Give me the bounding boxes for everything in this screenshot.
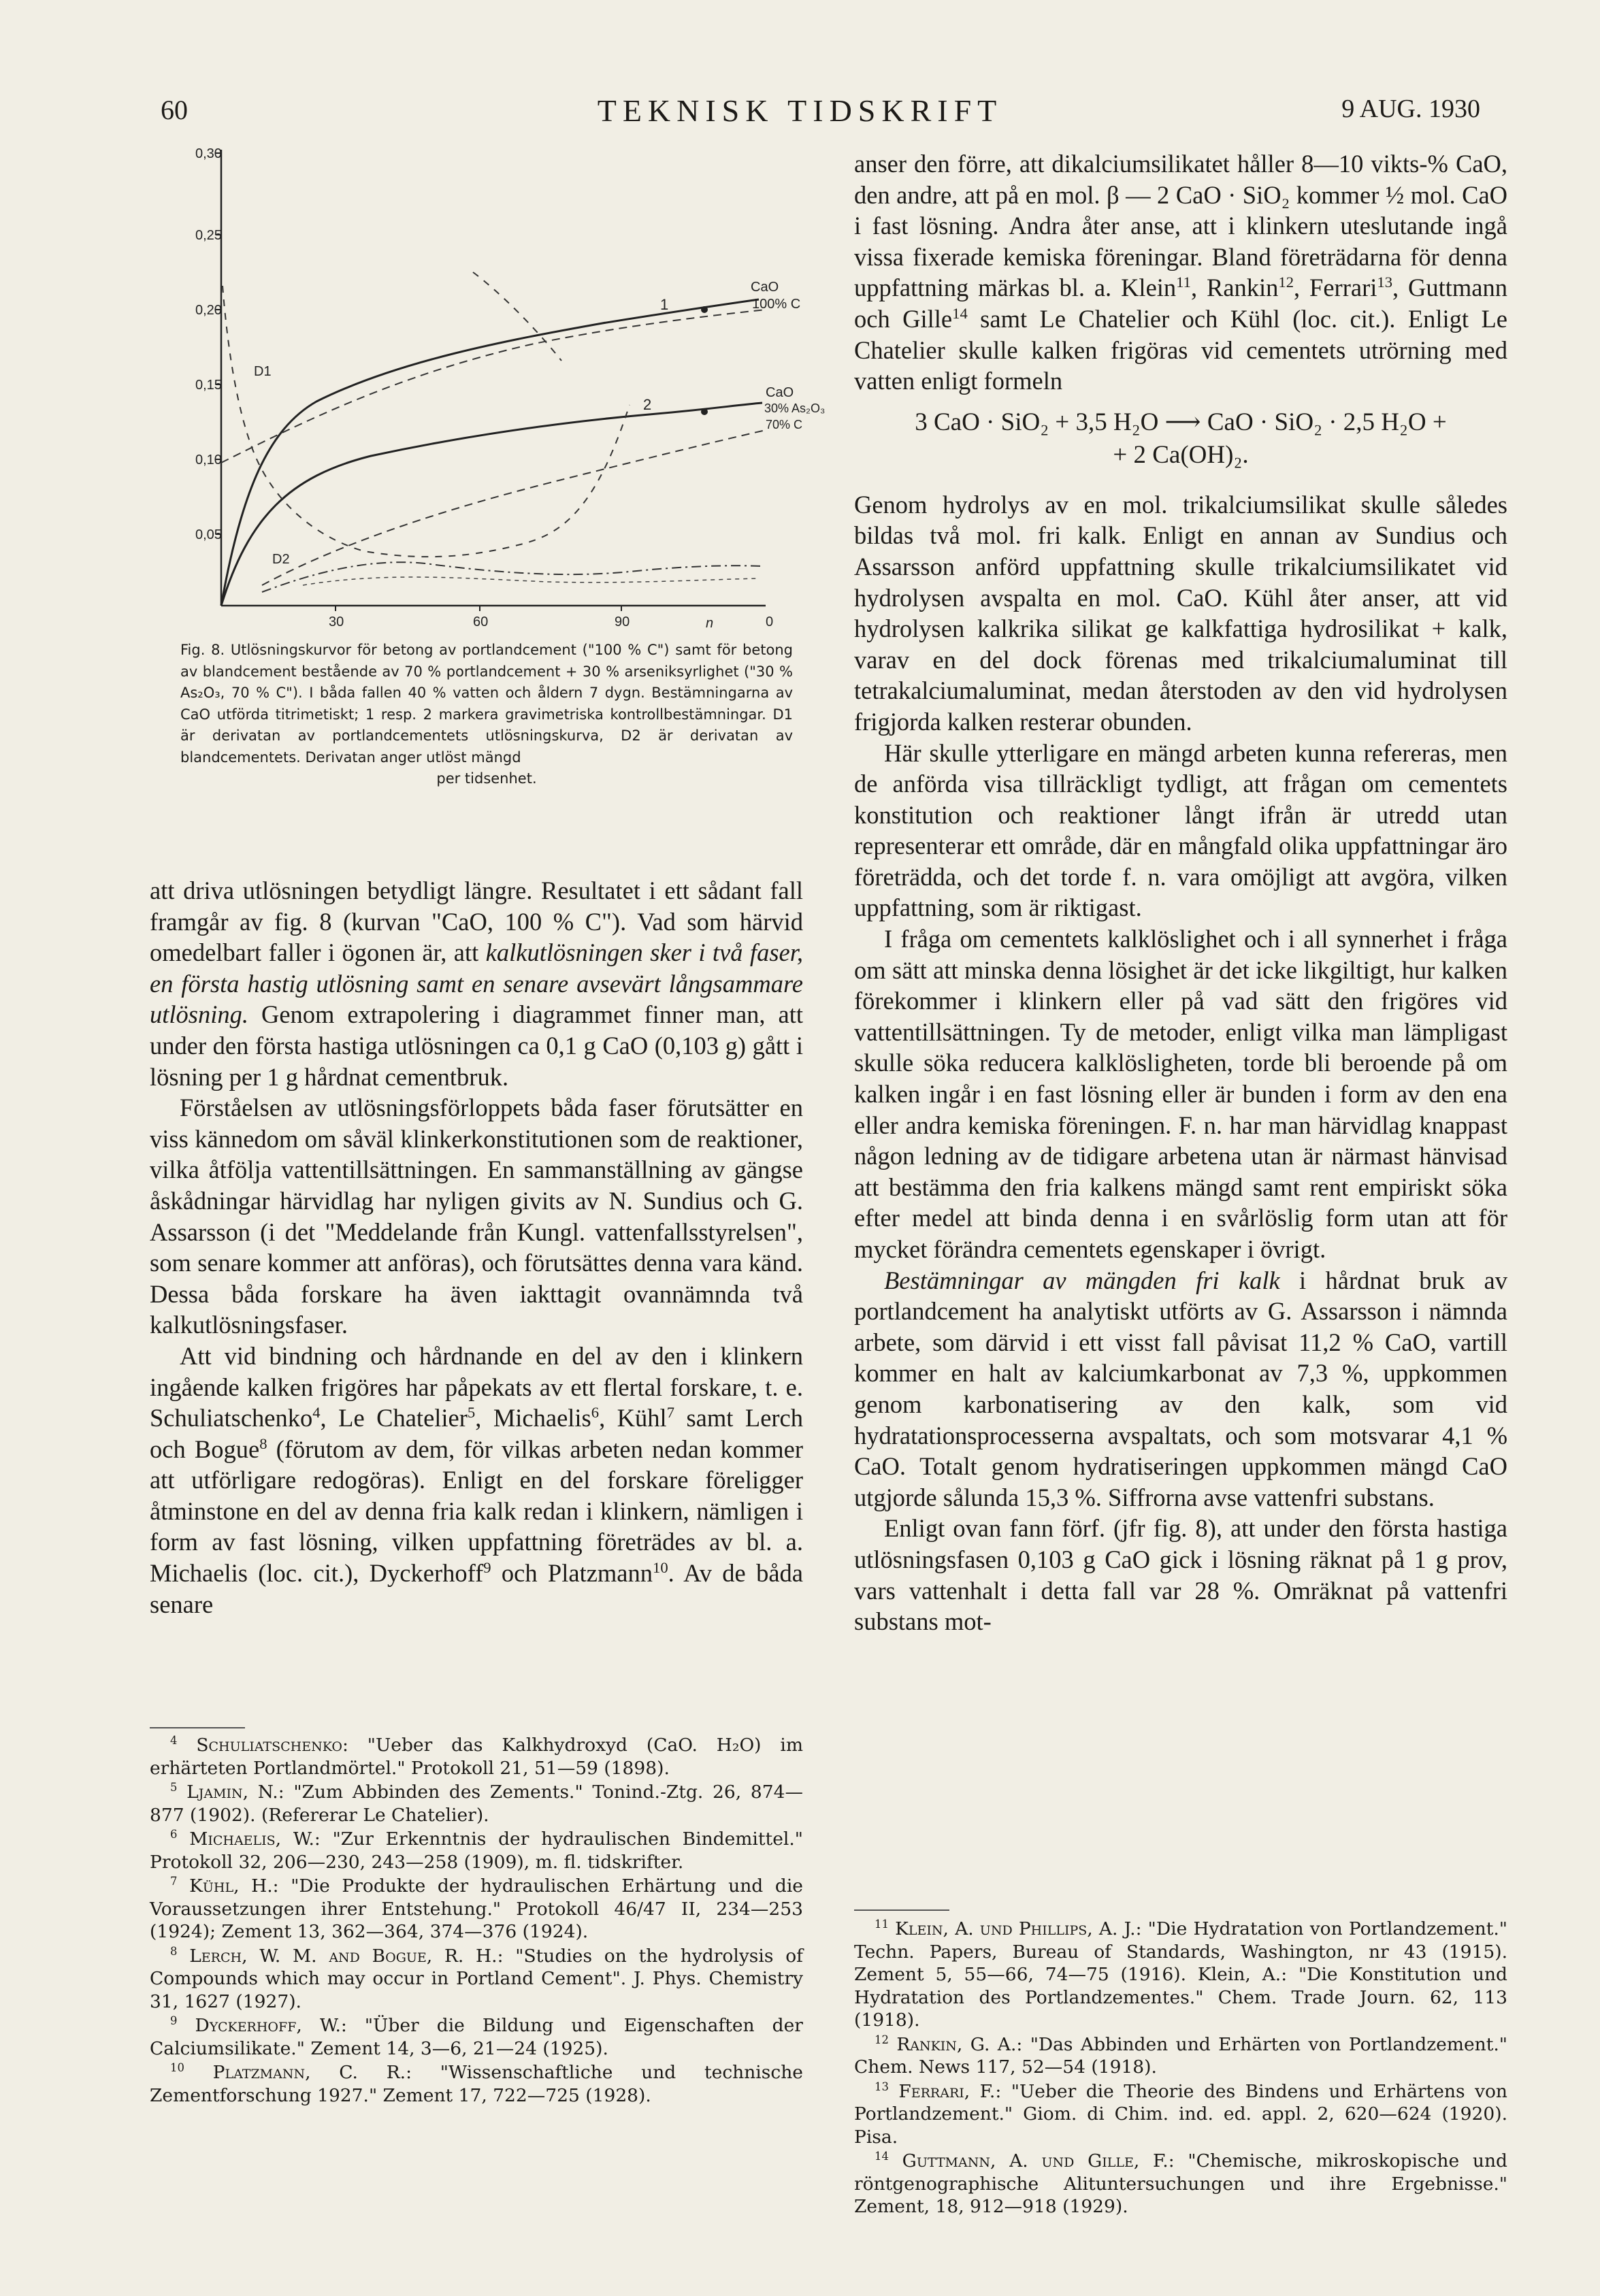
figure-8 [180,136,826,653]
caption-last-line: per tidsenhet. [436,770,537,787]
footnote-author: Schuliatschenko [196,1735,342,1756]
x-tick-label: 0 [766,614,774,629]
footnote-text: : "Zum Abbinden des Zements." Tonind.-Ztg. 26, 874—877 (1902). (Refererar Le Chatelier). [150,1782,803,1826]
footnote-author: Michaelis, W. [189,1828,314,1850]
footnote-author: Klein, A. und Phillips, A. J. [895,1918,1136,1939]
label-cao-bottom: CaO [766,385,794,400]
footnote-number: 13 [875,2080,889,2093]
text: Att vid bindning och hårdnande en del av den i klinkern ingående kalken frigöres har påpekats av ett flertal forskare, t. e. Schuliatschenko [150,1341,803,1432]
formula-line: 3 CaO · SiO₂ + 3,5 H₂O ⟶ CaO · SiO₂ · 2,5 H₂O + [915,408,1447,436]
extrapolation-line [262,430,766,585]
footnote-text: : "Die Hydratation von Portlandzement." Techn. Papers, Bureau of Standards, Washington, nr 43 (1915). Zement 5, 55—66, 74—75 (1916). Klein, A.: "Die Konstitution und Hydratation des Portlandzementes." Chem. Trade Journ. 62, 113 (1918). [854,1918,1507,2031]
y-tick-label: 0,05 [195,527,222,542]
x-tick-label: 90 [615,614,630,629]
footnote-text: : "Studies on the hydrolysis of Compounds which may occur in Portland Cement". J. Phys. Chemistry 31, 1627 (1927). [150,1945,803,2012]
footnote-text: : "Die Produkte der hydraulischen Erhärtung und die Voraussetzungen ihrer Entstehung." Protokoll 46/47 II, 234—253 (1924); Zement 13, 362—364, 374—376 (1924). [150,1875,803,1942]
footnote [150,1828,803,1873]
paragraph: Enligt ovan fann förf. (jfr fig. 8), att under den första hastiga utlösningsfasen 0,103 g CaO gick i lösning räknat på 1 g prov, vars vattenhalt i detta fall var 28 %. Omräknat på vattenfri substans mot- [854,1514,1507,1636]
label-100c: 100% C [752,297,801,312]
right-footnotes [854,1918,1507,2220]
footnote-ref: 4 [312,1403,321,1421]
footnote-text: : "Ueber das Kalkhydroxyd (CaO. H₂O) im erhärteten Portlandmörtel." Protokoll 21, 51—59 (1898). [150,1735,803,1779]
text: (förutom av dem, för vilkas arbeten nedan kommer att utförligare redogöras). Enligt en del forskare föreligger åtminstone en del av denna fria kalk redan i klinkern, nämligen i form av fast lösning, vilken uppfattning företrädes av bl. a. Michaelis (loc. cit.), Dyckerhoff [150,1434,804,1588]
curve-cao-100c [221,299,759,606]
footnote-ref: 7 [666,1403,674,1421]
footnote-number: 11 [875,1918,889,1931]
footnote-author: Lerch, W. M. and Bogue, R. H. [189,1945,497,1967]
y-tick-label: 0,20 [195,303,222,318]
footnote [854,1918,1507,2032]
text: , Rankin [1190,274,1279,302]
footnote [150,1781,803,1826]
paragraph [150,1341,803,1620]
y-tick-label: 0,15 [195,378,222,393]
curve-label-2: 2 [643,396,652,413]
footnote-author: Guttmann, A. und Gille, F. [902,2150,1169,2171]
footnote-text: : "Das Abbinden und Erhärten von Portlandzement." Chem. News 117, 52—54 (1918). [854,2033,1507,2078]
control-point-1 [701,306,708,313]
footnote-ref: 6 [591,1403,600,1421]
label-d2: D2 [272,552,290,567]
solution-curves-plot [180,136,826,653]
footnote-text: : "Chemische, mikroskopische und röntgenographische Alituntersuchungen und ihre Ergebnisse." Zement, 18, 912—918 (1929). [854,2150,1507,2217]
curve-d2-trace [303,577,759,585]
y-tick-label: 0,30 [195,146,222,161]
left-column [150,875,803,1620]
footnote-ref: 10 [653,1558,668,1576]
footnote-number: 12 [875,2033,889,2046]
text: , Le Chatelier [320,1404,468,1432]
label-30as: 30% As₂O₃ [764,401,826,415]
x-tick-label: 30 [329,614,344,629]
text: och Platzmann [491,1559,653,1588]
text: samt Lerch och Bogue [150,1404,803,1463]
text: β — 2 CaO · SiO₂ kommer ½ mol. CaO i fast lösning. Andra åter anse, att i klinkern uteslutande ingå vissa fixerade kemiska föreningar. Bland företrädarna för denna uppfattning märkas bl. a. Klein [854,180,1508,302]
footnote-ref: 8 [259,1434,267,1452]
footnote-number: 6 [170,1828,178,1841]
text: , Kühl [599,1404,667,1432]
figure-caption [180,640,793,790]
paragraph: Genom hydrolys av en mol. trikalciumsilikat skulle således bildas två mol. fri kalk. Enligt en annan av Sundius och Assarsson anförd uppfattning skulle trikalciumsilikatet vid hydrolysen avspalta en mol. CaO. Kühl åter anser, att vid hydrolysen kalkrika silikat ge kalkfattiga hydrosilikat + kalk, varav en del dock förenas med trikalciumaluminat till tetrakalciumaluminat, medan återstoden av den vid hydrolysen frigjorda kalken resterar obunden. [854,490,1507,736]
footnote-number: 4 [170,1734,178,1748]
caption-text: Fig. 8. Utlösningskurvor för betong av portlandcement ("100 % C") samt för betong av blandcement bestående av 70 % portlandcement + 30 % arseniksyrlighet ("30 % As₂O₃, 70 % C"). I båda fallen 40 % vatten och åldern 7 dygn. Bestämningarna av CaO utförda titrimetiskt; 1 resp. 2 markera gravimetriska kontrollbestämningar. D1 är derivatan av portlandcementets utlösningskurva, D2 är derivatan av blandcementets. Derivatan anger utlöst mängd [180,642,793,766]
footnote-ref: 14 [952,304,968,322]
footnote-number: 10 [170,2061,184,2075]
left-footnotes [150,1734,803,2108]
footnote-ref: 12 [1278,274,1294,291]
footnote [854,2150,1507,2218]
formula-line: + 2 Ca(OH)₂. [1113,440,1249,469]
footnote [150,1734,803,1780]
issue-date: 9 AUG. 1930 [1341,95,1480,123]
footnote-text: : "Wissenschaftliche und technische Zementforschung 1927." Zement 17, 722—725 (1928). [150,2062,803,2106]
text: i hårdnat bruk av portlandcement ha analytiskt utförts av G. Assarsson i nämnda arbete, som därvid i ett visst fall påvisat 11,2 % CaO, vartill kommer en halt av kalciumkarbonat av 7,3 %, uppkommen genom karbonatisering av den kalk, som vid hydratationsprocesserna avspaltats, och som motsvarar 4,1 % CaO. Totalt genom hydratiseringen uppkommen mängd CaO utgjorde sålunda 15,3 %. Siffrorna avse vattenfri substans. [854,1266,1507,1511]
curve-label-1: 1 [660,296,669,313]
label-d1: D1 [254,364,272,379]
footnote [150,1875,803,1944]
footnote [854,2080,1507,2149]
footnote-text: : "Über die Bildung und Eigenschaften der Calciumsilikate." Zement 14, 3—6, 21—24 (1925). [150,2015,803,2059]
footnote-author: Kühl, H. [189,1875,273,1897]
paragraph [854,148,1507,397]
footnote-number: 7 [170,1875,178,1888]
chemical-formula [854,406,1507,472]
emphasis: kalkutlösningen sker i två faser, en första hastig utlösning samt en senare avsevärt långsammare utlösning. [150,938,804,1029]
footnote-ref: 9 [483,1558,491,1576]
page-number: 60 [161,95,188,125]
curve-d2 [262,562,762,592]
footnote-number: 9 [170,2014,178,2028]
label-cao-top: CaO [751,280,779,295]
extrapolation-line [221,310,766,463]
emphasis: Bestämningar av mängden fri kalk [884,1266,1280,1294]
footnote-author: Dyckerhoff, W. [195,2015,341,2036]
footnote-rule [150,1727,245,1728]
x-tick-label: 60 [473,614,489,629]
footnote-author: Platzmann, C. R. [212,2062,406,2083]
y-tick-label: 0,25 [195,228,222,243]
page-header [0,94,1600,135]
footnote-ref: 5 [467,1403,476,1421]
x-axis-symbol: n [706,616,714,631]
paragraph: Förståelsen av utlösningsförloppets båda faser förutsätter en viss kännedom om såväl klinkerkonstitutionen som de reaktioner, vilka åtfölja vattentillsättningen. En sammanställning av gängse åskådningar härvidlag har nyligen givits av N. Sundius och G. Assarsson (i det "Meddelande från Kungl. vattenfallsstyrelsen", som senare kommer att anföras), och förutsättes denna vara känd. Dessa båda forskare ha även iakttagit ovannämnda två kalkutlösningsfaser. [150,1094,803,1339]
footnote-text: : "Ueber die Theorie des Bindens und Erhärtens von Portlandzement." Giom. di Chim. ind. ed. appl. 2, 620—624 (1920). Pisa. [854,2080,1507,2148]
control-point-2 [701,408,708,415]
footnote [150,1945,803,2014]
footnote-number: 5 [170,1781,178,1794]
footnote-ref: 11 [1176,274,1191,291]
footnote-author: Ljamin, N. [186,1782,278,1803]
text: anser den förre, att dikalciumsilikatet håller 8—10 vikts-% CaO, den andre, att på en mol. [854,150,1507,209]
text: , Ferrari [1294,274,1377,302]
text: , Guttmann och Gille [854,274,1507,333]
text: samt Le Chatelier och Kühl (loc. cit.). Enligt Le Chatelier skulle kalken frigöras vid cementets utrörning med vatten enligt formeln [854,304,1507,395]
text: , Michaelis [475,1404,591,1432]
paragraph [854,1265,1507,1513]
text: Genom extrapolering i diagrammet finner man, att under den första hastiga utlösningen ca 0,1 g CaO (0,103 g) gått i lösning per 1 g hårdnat cementbruk. [150,1000,803,1091]
label-70c: 70% C [766,418,803,431]
y-tick-label: 0,10 [195,453,222,468]
journal-title: TEKNISK TIDSKRIFT [597,93,1003,128]
footnote [854,2033,1507,2079]
footnote-ref: 13 [1377,274,1392,291]
footnote-author: Ferrari, F. [898,2080,996,2102]
footnote-number: 8 [170,1944,178,1958]
text: att driva utlösningen betydligt längre. Resultatet i ett sådant fall framgår av fig. 8 (kurvan "CaO, 100 % C"). Vad som härvid omedelbart faller i ögonen är, att [150,876,803,967]
paragraph: Här skulle ytterligare en mängd arbeten kunna refereras, men de anförda visa tillräckligt tydligt, att frågan om cementets konstitution och reaktioner långt ifrån är utredd utan representerar ett område, där en mångfald olika uppfattningar äro företrädda, och det torde f. n. vara omöjligt att avgöra, vilken uppfattning, som är riktigast. [854,738,1507,922]
right-column [854,148,1507,1637]
paragraph [150,875,803,1092]
footnote-author: Rankin, G. A. [896,2033,1017,2055]
footnote-number: 14 [875,2150,889,2163]
text: . Av de båda senare [150,1559,803,1618]
curve-cao-30as [221,403,762,606]
curve-d1 [223,286,630,557]
footnote-text: : "Zur Erkenntnis der hydraulischen Bindemittel." Protokoll 32, 206—230, 243—258 (1909), m. fl. tidskrifter. [150,1828,803,1873]
footnote [150,2014,803,2060]
footnote [150,2061,803,2107]
footnote-rule [854,1909,949,1911]
paragraph: I fråga om cementets kalklöslighet och i all synnerhet i fråga om sätt att minska denna lösighet är det icke likgiltigt, hur kalken förekommer i klinkern eller på vad sätt den frigöres vid vattentillsättningen. Ty de metoder, enligt vilka man lämpligast skulle söka reducera kalklösligheten, torde bli beroende på om kalken ingår i en fast lösning eller är bunden i form av den ena eller andra kemiska föreningen. F. n. har man härvidlag knappast någon ledning av de tidigare arbetena utan är närmast hänvisad att bestämma den fria kalkens mängd samt rent empiriskt söka efter medel att binda denna i en svårlöslig form utan att för mycket förändra cementets egenskaper i övrigt. [854,925,1507,1263]
